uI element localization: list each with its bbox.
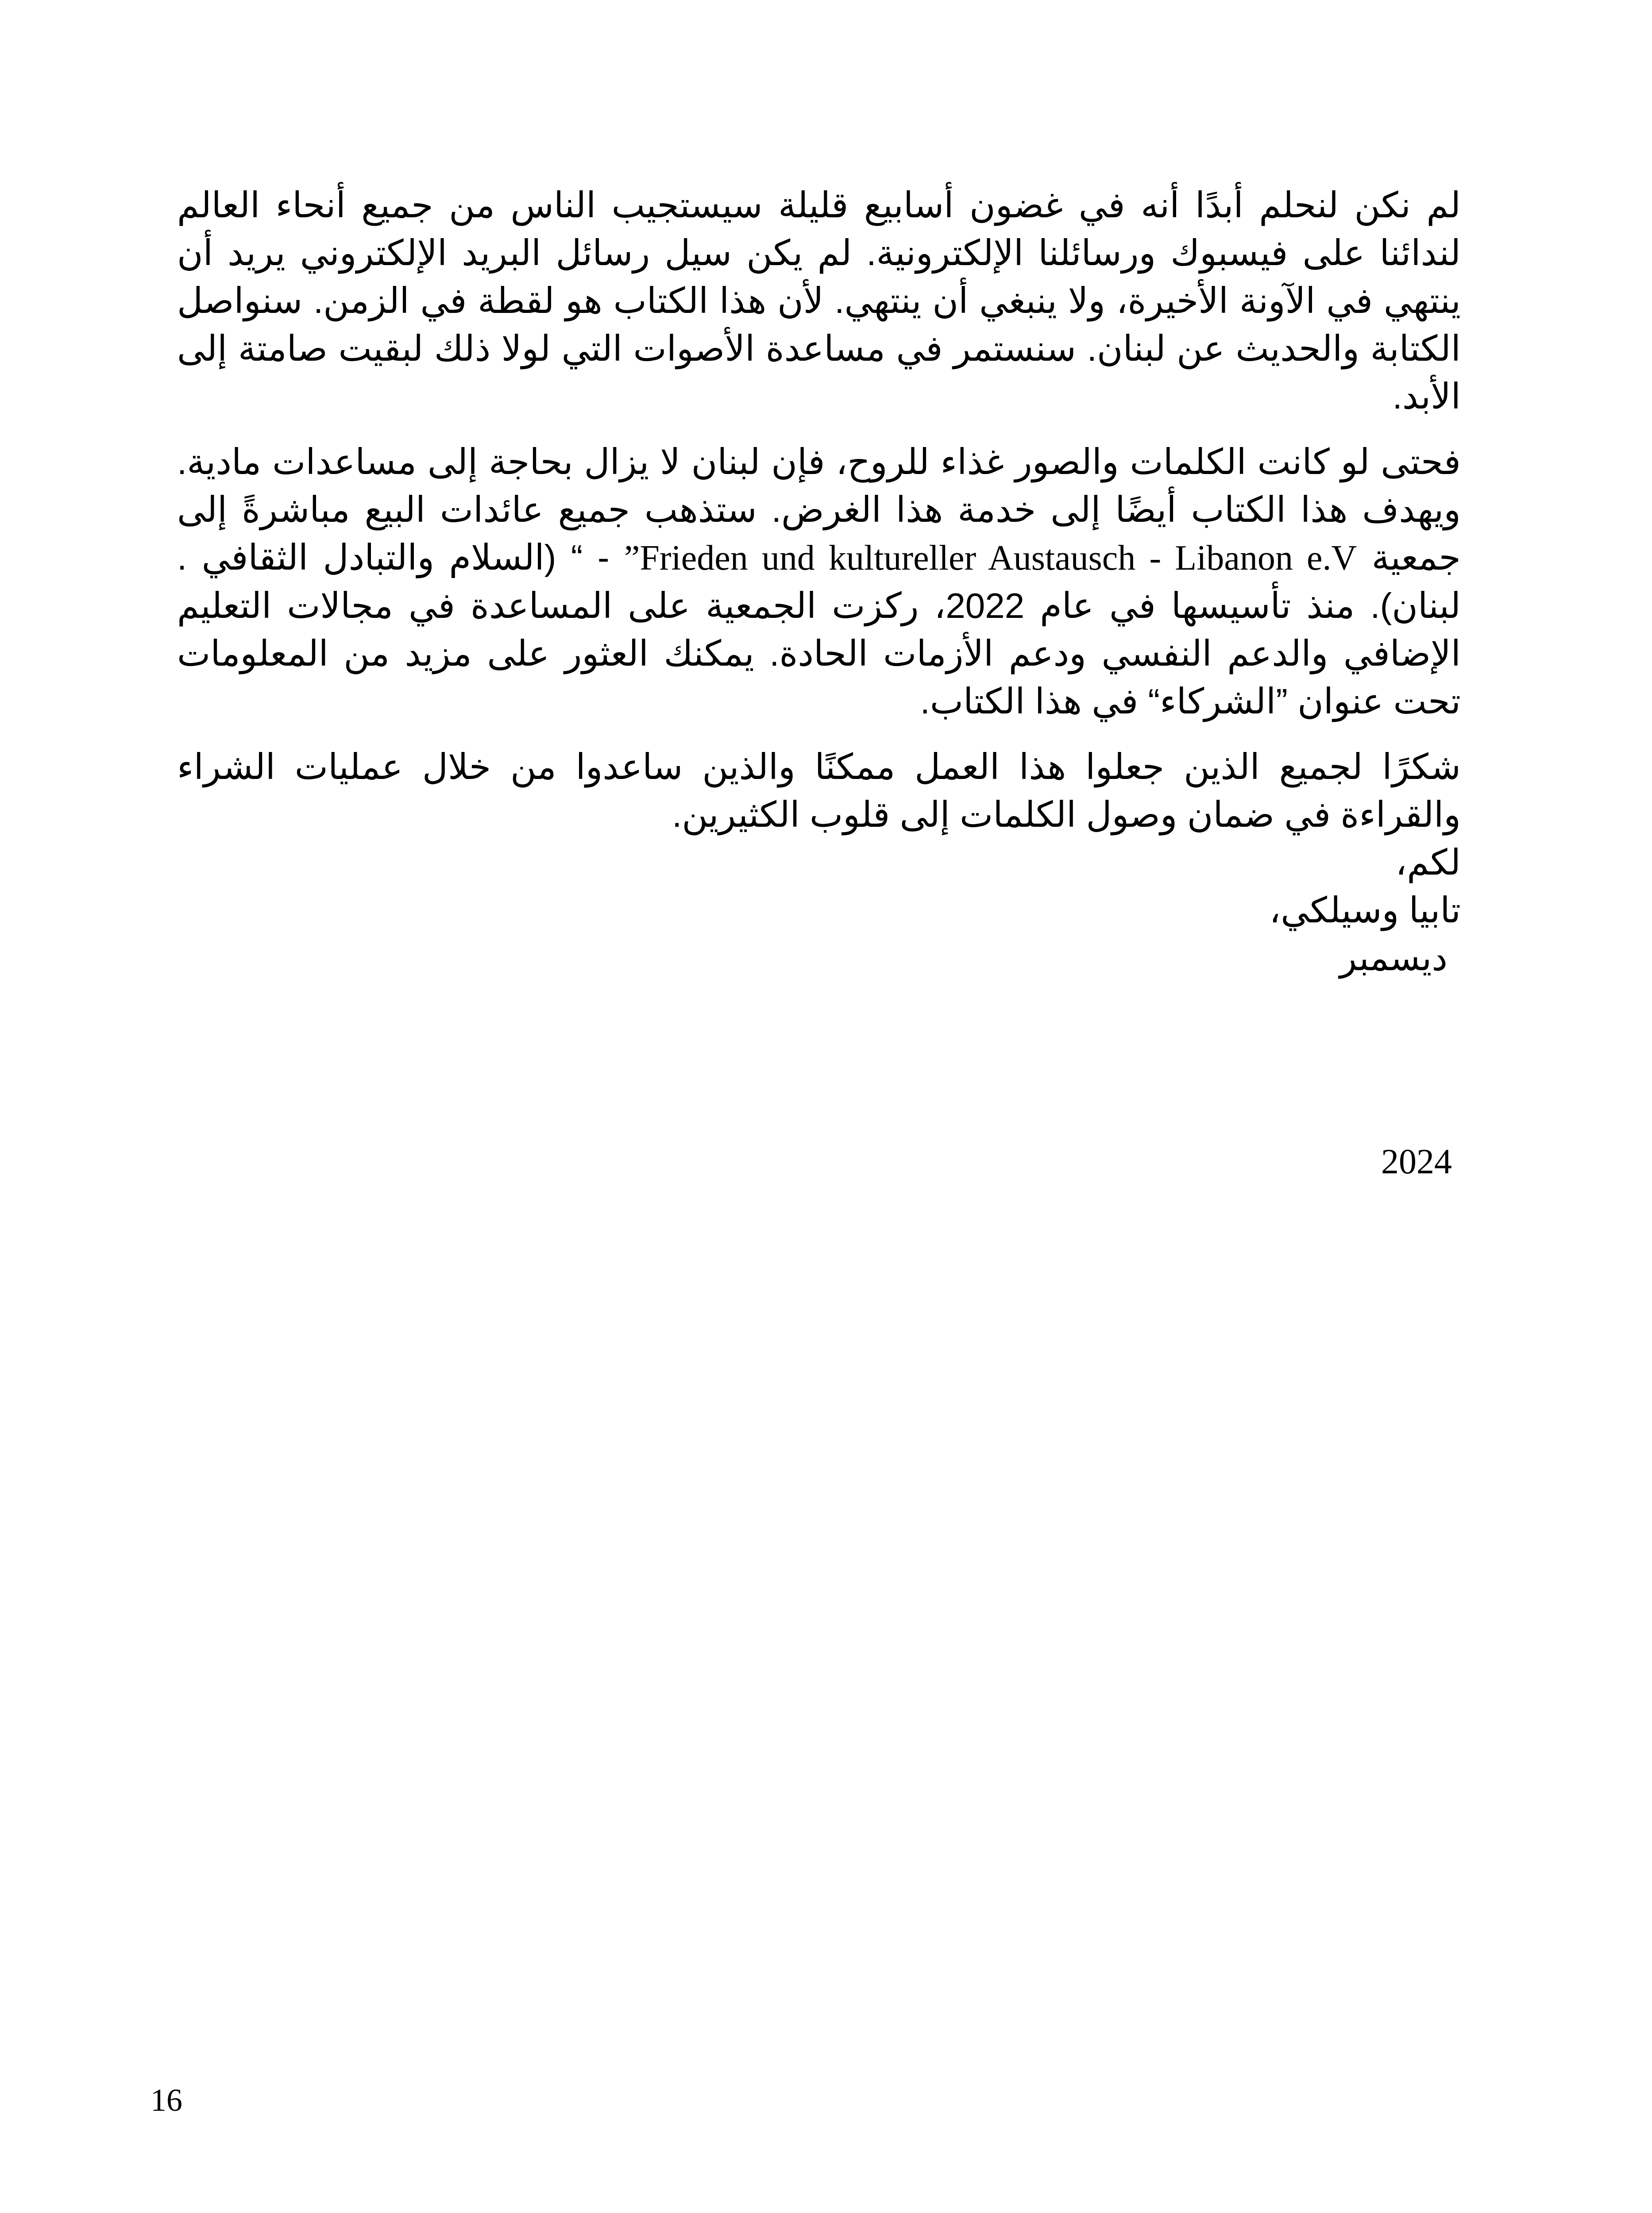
association-org-name: Frieden und kultureller Austausch - Libanon e.V <box>640 539 1357 578</box>
signoff-to-you: لكم، <box>1395 843 1461 882</box>
paragraph-intro: لم نكن لنحلم أبدًا أنه في غضون أسابيع قليلة سيستجيب الناس من جميع أنحاء العالم لندائنا على فيسبوك ورسائلنا الإلكترونية. لم يكن سيل رسائل البريد الإلكتروني يريد أن ينتهي في الآونة الأخيرة، ولا ينبغي أن ينتهي. لأن هذا الكتاب هو لقطة في الزمن. سنواصل الكتابة والحديث عن لبنان. سنستمر في مساعدة الأصوات التي لولا ذلك لبقيت صامتة إلى الأبد. <box>177 185 1461 416</box>
document-body <box>177 181 1461 982</box>
page-number: 16 <box>151 2082 182 2118</box>
association-quote-open: ” <box>624 539 640 578</box>
signoff-authors: تابيا وسيلكي، <box>1269 891 1461 930</box>
paragraph-donation-continuation: لبنان). منذ تأسيسها في عام 2022، ركزت الجمعية على المساعدة في مجالات التعليم الإضافي والدعم النفسي ودعم الأزمات الحادة. يمكنك العثور على مزيد من المعلومات تحت عنوان ”الشركاء“ في هذا الكتاب. <box>177 586 1461 721</box>
association-name <box>624 539 1357 578</box>
signoff-year: 2024 <box>1381 1142 1452 1181</box>
paragraph-thanks: شكرًا لجميع الذين جعلوا هذا العمل ممكنًا والذين ساعدوا من خلال عمليات الشراء والقراءة في ضمان وصول الكلمات إلى قلوب الكثيرين. <box>177 747 1461 834</box>
association-line <box>177 538 1357 577</box>
signoff-month: ديسمبر <box>1339 938 1447 978</box>
paragraph-donation <box>177 438 1461 725</box>
association-rest: - “ (السلام والتبادل الثقافي . <box>177 538 624 577</box>
paragraph-donation-text: فحتى لو كانت الكلمات والصور غذاء للروح، فإن لبنان لا يزال بحاجة إلى مساعدات مادية. ويهدف هذا الكتاب أيضًا إلى خدمة هذا الغرض. ستذهب جميع عائدات البيع مباشرةً إلى جمعية <box>177 442 1461 577</box>
